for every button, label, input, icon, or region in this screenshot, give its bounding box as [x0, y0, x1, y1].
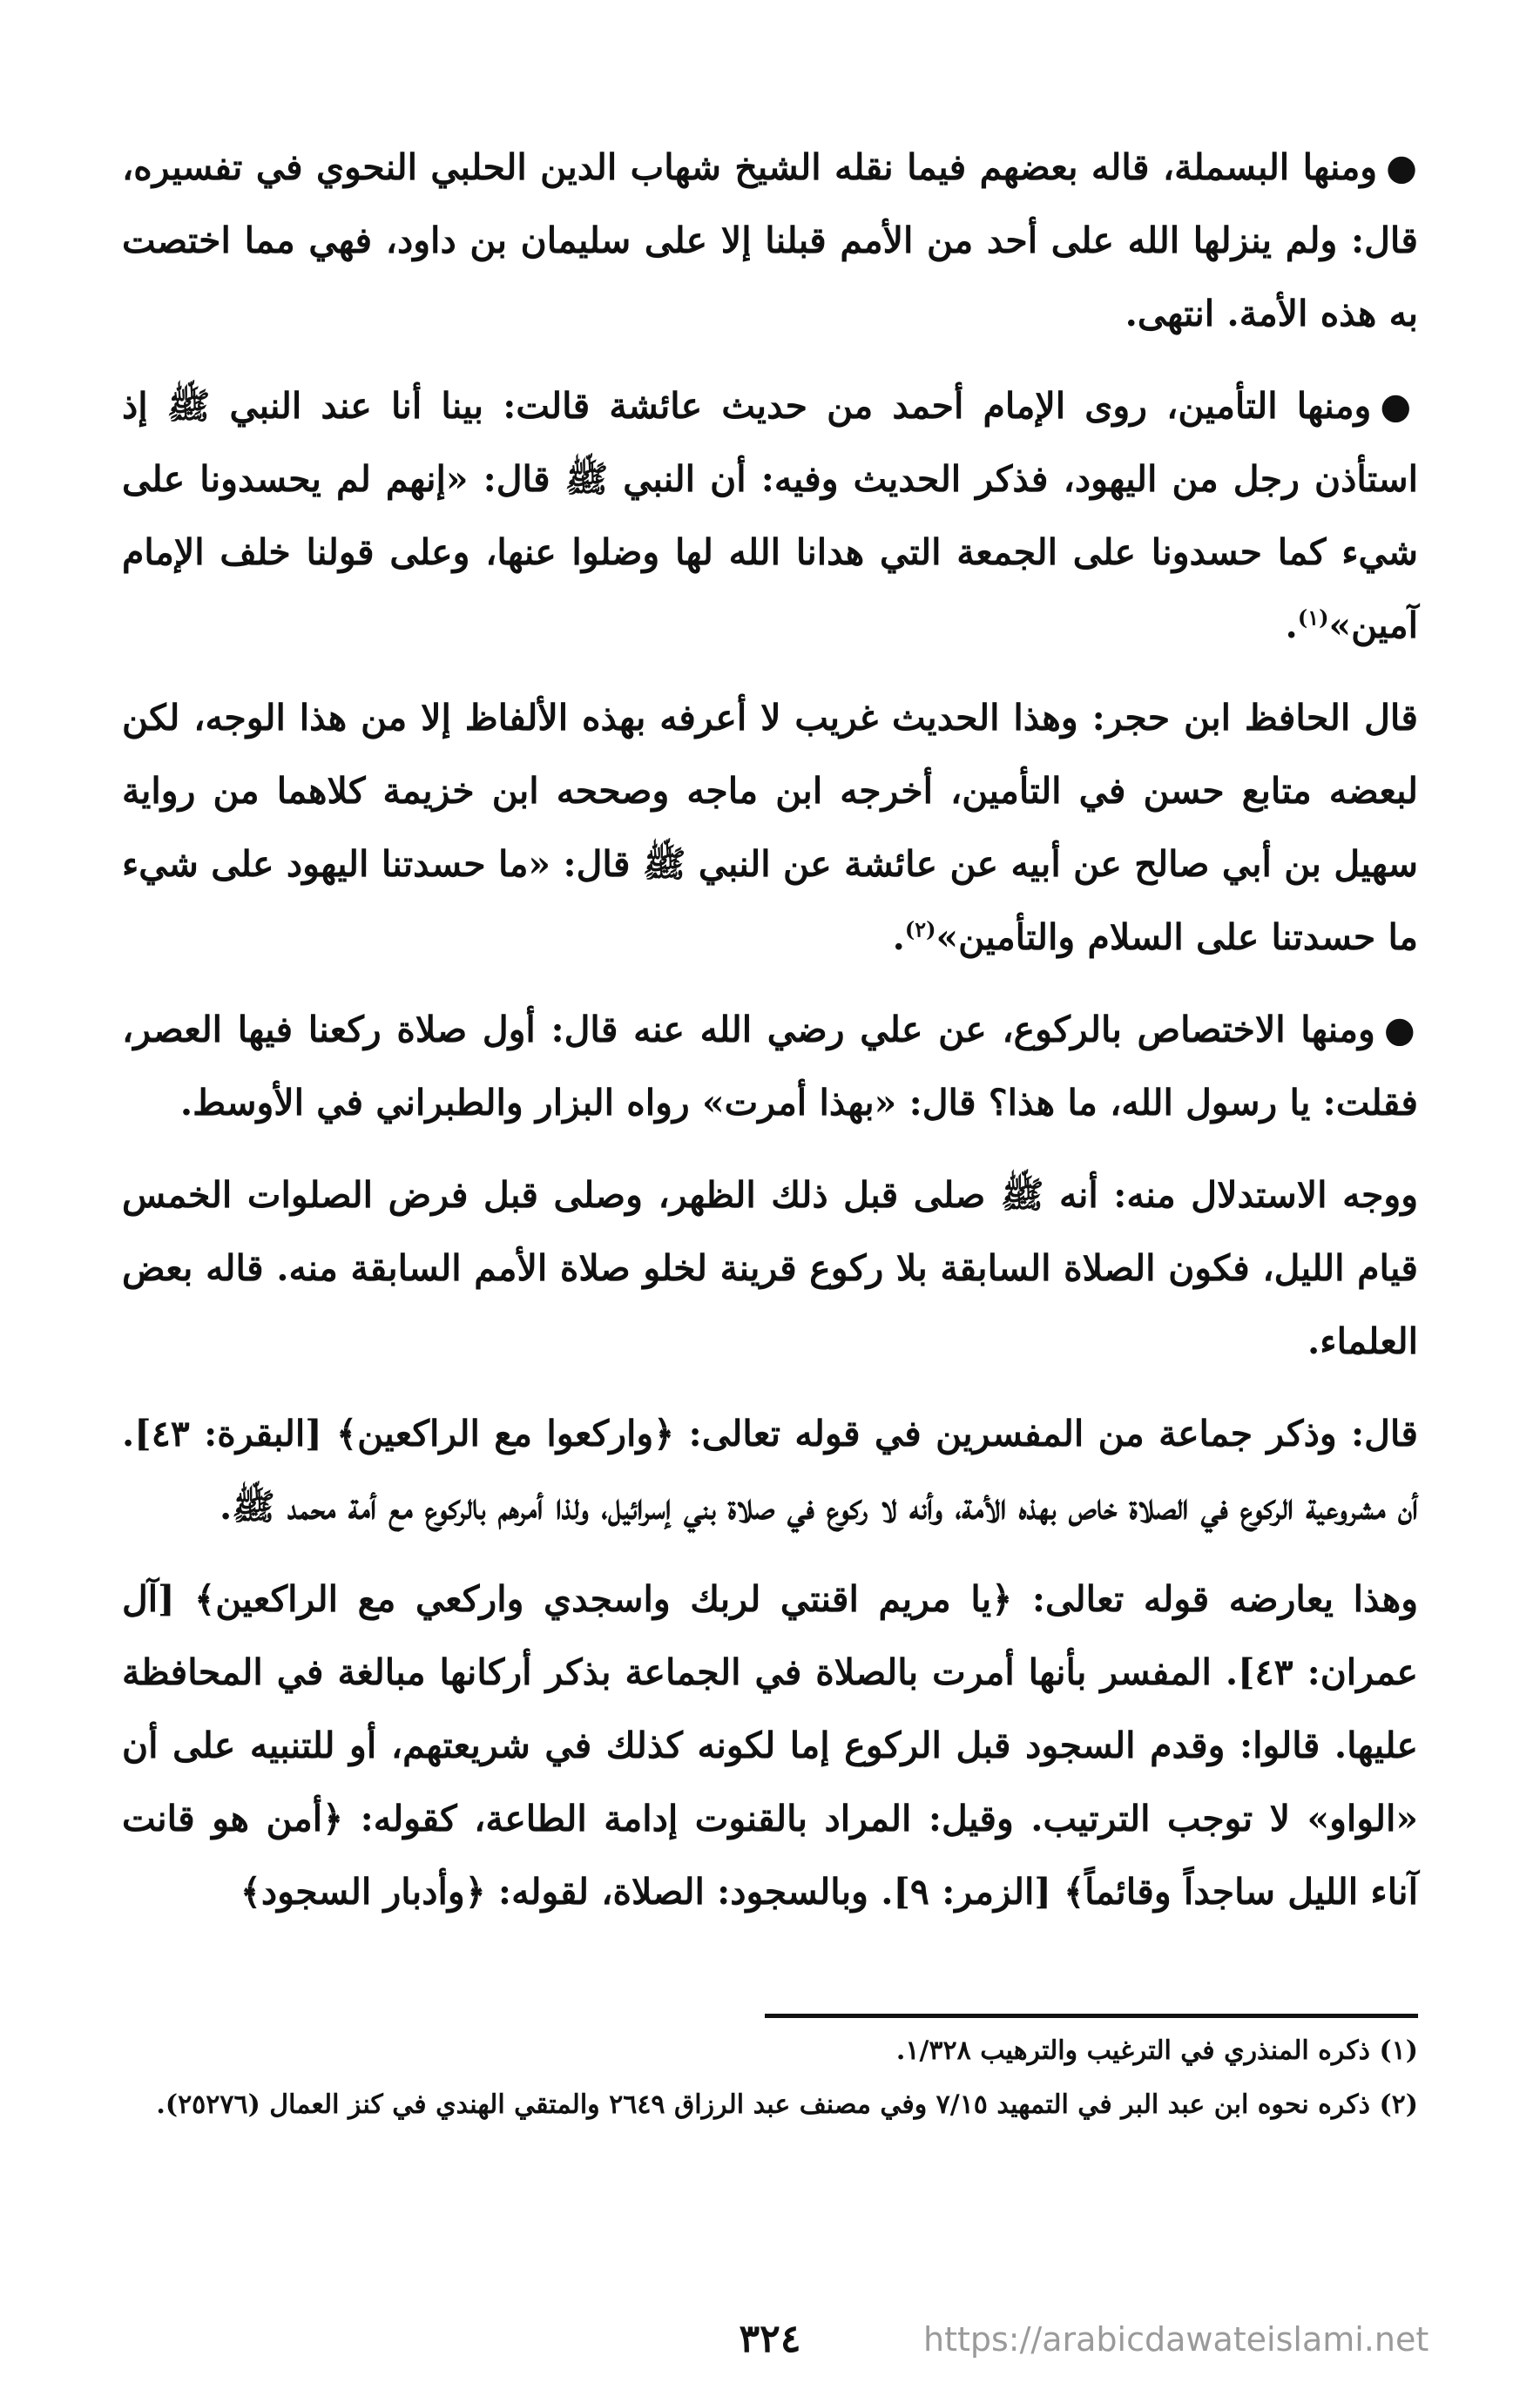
footnote-divider [765, 2014, 1418, 2018]
bullet-icon: ● [1383, 1009, 1418, 1050]
paragraph [122, 369, 1418, 662]
paragraph-end: . [1285, 604, 1298, 646]
paragraph [122, 131, 1418, 350]
paragraph [122, 1563, 1418, 1928]
paragraph-text: ووجه الاستدلال منه: أنه ﷺ صلى قبل ذلك الظهر، وصلى قبل فرض الصلوات الخمس قيام الليل، فكون الصلاة السابقة بلا ركوع قرينة لخلو صلاة الأمم السابقة منه. قاله بعض العلماء. [122, 1174, 1418, 1362]
paragraph-text: ومنها الاختصاص بالركوع، عن علي رضي الله عنه قال: أول صلاة ركعنا فيها العصر، فقلت: يا رسول الله، ما هذا؟ قال: «بهذا أمرت» رواه البزار والطبراني في الأوسط. [122, 1009, 1418, 1124]
footnote-ref: (١) [1297, 604, 1329, 631]
page-number: ٣٢٤ [739, 2317, 801, 2361]
watermark-url: https://arabicdawateislami.net [923, 2320, 1429, 2359]
paragraph-text: وهذا يعارضه قوله تعالى: ﴿يا مريم اقنتي لربك واسجدي واركعي مع الراكعين﴾ [آل عمران: ٤٣]. المفسر بأنها أمرت بالصلاة في الجماعة بذكر أركانها مبالغة في المحافظة عليها. قالوا: وقدم السجود قبل الركوع إما لكونه كذلك في شريعتهم، أو للتنبيه على أن «الواو» لا توجب الترتيب. وقيل: المراد بالقنوت إدامة الطاعة، كقوله: ﴿أمن هو قانت آناء الليل ساجداً وقائماً﴾ [الزمر: ٩]. وبالسجود: الصلاة، لقوله: ﴿وأدبار السجود﴾ [122, 1578, 1418, 1913]
paragraph [122, 1397, 1418, 1543]
bullet-icon: ● [1380, 385, 1418, 427]
paragraph-end: . [892, 916, 905, 958]
paragraph [122, 681, 1418, 974]
bullet-icon: ● [1386, 146, 1418, 188]
paragraph-text: ومنها البسملة، قاله بعضهم فيما نقله الشيخ شهاب الدين الحلبي النحوي في تفسيره، قال: ولم ينزلها الله على أحد من الأمم قبلنا إلا على سليمان بن داود، فهي مما اختصت به هذه الأمة. انتهى. [122, 146, 1418, 334]
footnote: (٢) ذكره نحوه ابن عبد البر في التمهيد ٧/١٥ وفي مصنف عبد الرزاق ٢٦٤٩ والمتقي الهندي في كنز العمال (٢٥٢٧٦). [156, 2089, 1418, 2120]
footnotes [122, 2028, 1418, 2136]
footnote: (١) ذكره المنذري في الترغيب والترهيب ١/٣٢٨. [895, 2035, 1418, 2066]
main-text [122, 131, 1418, 1947]
paragraph [122, 1158, 1418, 1378]
paragraph-text: ومنها التأمين، روى الإمام أحمد من حديث عائشة قالت: بينا أنا عند النبي ﷺ إذ استأذن رجل من اليهود، فذكر الحديث وفيه: أن النبي ﷺ قال: «إنهم لم يحسدونا على شيء كما حسدونا على الجمعة التي هدانا الله لها وضلوا عنها، وعلى قولنا خلف الإمام آمين» [122, 385, 1418, 646]
paragraph [122, 993, 1418, 1139]
paragraph-text: قال الحافظ ابن حجر: وهذا الحديث غريب لا أعرفه بهذه الألفاظ إلا من هذا الوجه، لكن لبعضه متابع حسن في التأمين، أخرجه ابن ماجه وصححه ابن خزيمة كلاهما من رواية سهيل بن أبي صالح عن أبيه عن عائشة عن النبي ﷺ قال: «ما حسدتنا اليهود على شيء ما حسدتنا على السلام والتأمين» [122, 697, 1418, 958]
paragraph-text: قال: وذكر جماعة من المفسرين في قوله تعالى: ﴿واركعوا مع الراكعين﴾ [البقرة: ٤٣]. أن مشروعية الركوع في الصلاة خاص بهذه الأمة، وأنه لا ركوع في صلاة بني إسرائيل، ولذا أمرهم بالركوع مع أمة محمد ﷺ. [122, 1413, 1418, 1528]
footnote-ref: (٢) [904, 916, 936, 942]
